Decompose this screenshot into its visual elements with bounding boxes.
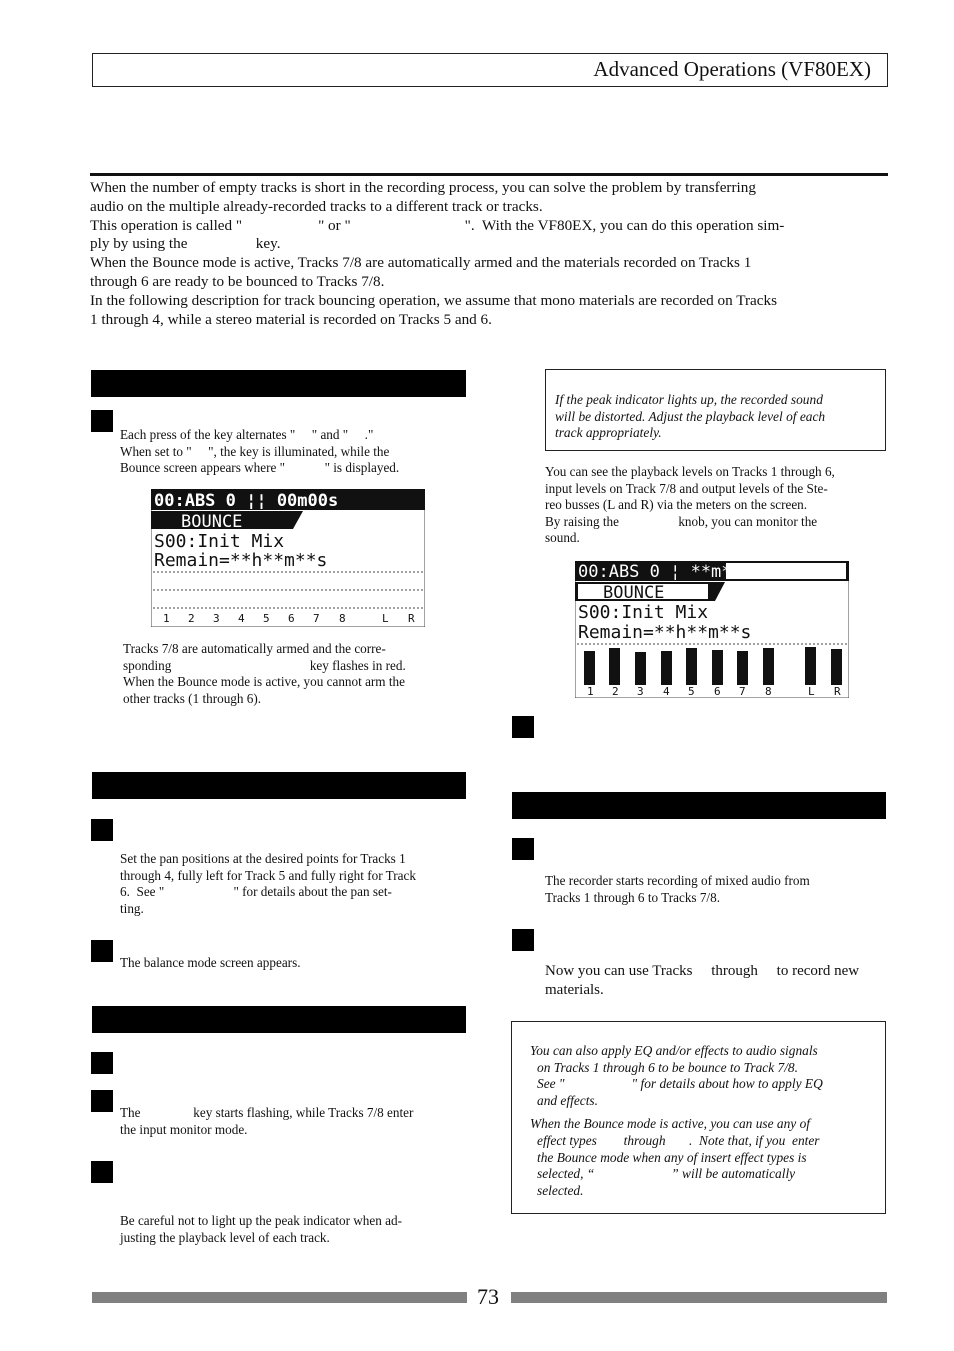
- pan-line: ting.: [120, 900, 144, 916]
- lcd1-track-label: 8: [339, 612, 346, 625]
- lcd1-track-label: R: [408, 612, 415, 625]
- armed-line: Tracks 7/8 are automatically armed and the corre-: [123, 641, 386, 656]
- lcd2-track-label: 4: [663, 685, 670, 698]
- step1-text: [120, 427, 466, 477]
- note-box-peak: [545, 369, 886, 451]
- lcd1-banner: BOUNCE: [181, 512, 243, 532]
- intro-line: In the following description for track bouncing operation, we assume that mono materials are recorded on Tracks: [90, 291, 778, 309]
- meter-bar: [635, 652, 646, 685]
- section-heading-bar: [512, 792, 886, 819]
- new-materials-line: Now you can use Tracks through to record new: [545, 963, 860, 979]
- intro-text: [90, 179, 887, 329]
- note2-line: the Bounce mode when any of insert effect types is: [537, 1149, 807, 1165]
- armed-line: sponding key flashes in red.: [123, 657, 406, 673]
- intro-line: audio on the multiple already-recorded tracks to a different track or tracks.: [90, 197, 543, 215]
- pan-text: [120, 851, 466, 917]
- record-step-line: The key starts flashing, while Tracks 7/8 enter: [120, 1105, 414, 1120]
- record-step-text: [120, 1105, 466, 1138]
- step-marker: [512, 716, 534, 738]
- step-marker: [512, 929, 534, 951]
- note2-line: See " " for details about how to apply EQ: [537, 1076, 823, 1092]
- lcd1-track-label: L: [382, 612, 389, 625]
- top-rule: [90, 173, 888, 176]
- step1-line: When set to " ", the key is illuminated, while the: [120, 443, 390, 459]
- step-marker: [91, 410, 113, 432]
- levels-line: sound.: [545, 530, 580, 546]
- section-heading-bar: [92, 772, 466, 799]
- lcd1-track-label: 6: [288, 612, 295, 625]
- header-title: Advanced Operations (VF80EX): [593, 57, 871, 81]
- note2-line: selected, “ ” will be automatically: [537, 1166, 796, 1182]
- careful-line: justing the playback level of each track.: [120, 1229, 330, 1245]
- balance-text: The balance mode screen appears.: [120, 955, 301, 970]
- lcd2-banner: BOUNCE: [603, 583, 665, 603]
- levels-line: input levels on Track 7/8 and output levels of the Ste-: [545, 480, 828, 496]
- start-line: Tracks 1 through 6 to Tracks 7/8.: [545, 889, 720, 905]
- intro-line: 1 through 4, while a stereo material is recorded on Tracks 5 and 6.: [90, 310, 492, 328]
- step1-line: Bounce screen appears where " " is displayed.: [120, 460, 400, 476]
- lcd1-track-label: 3: [213, 612, 220, 625]
- meter-bar: [661, 651, 672, 685]
- new-materials-line: materials.: [545, 982, 604, 998]
- meter-bar: [805, 647, 816, 685]
- intro-line: This operation is called " " or " ". With the VF80EX, you can do this operation sim-: [90, 216, 785, 234]
- intro-line: When the number of empty tracks is short in the recording process, you can solve the problem by transferring: [90, 179, 756, 196]
- section-heading-bar: [92, 1006, 466, 1033]
- lcd1-track-label: 1: [163, 612, 170, 625]
- lcd2-track-label: 1: [587, 685, 594, 698]
- levels-line: By raising the knob, you can monitor the: [545, 513, 818, 529]
- pan-line: through 4, fully left for Track 5 and fully right for Track: [120, 867, 416, 883]
- lcd1-track-label: 5: [263, 612, 270, 625]
- note2-line: When the Bounce mode is active, you can use any of: [530, 1116, 810, 1132]
- section-heading-bar: [91, 370, 466, 397]
- start-line: The recorder starts recording of mixed audio from: [545, 873, 810, 888]
- step1-line: Each press of the key alternates " " and " .": [120, 427, 374, 442]
- lcd2-track-label: 6: [714, 685, 721, 698]
- meter-bar: [686, 648, 697, 685]
- lcd1-track-label: 4: [238, 612, 245, 625]
- lcd1-line4: Remain=**h**m**s: [154, 550, 328, 571]
- lcd2-track-label: 2: [612, 685, 619, 698]
- start-text: [545, 873, 886, 906]
- step-marker: [91, 1090, 113, 1112]
- step-marker: [512, 838, 534, 860]
- page-number: 73: [477, 1284, 499, 1309]
- armed-line: other tracks (1 through 6).: [123, 690, 262, 706]
- lcd2-track-label: 7: [739, 685, 746, 698]
- intro-line: When the Bounce mode is active, Tracks 7/8 are automatically armed and the materials recorded on Tracks 1: [90, 254, 752, 272]
- step-marker: [91, 1161, 113, 1183]
- pan-line: 6. See " " for details about the pan set-: [120, 884, 392, 900]
- note2-line: and effects.: [537, 1092, 598, 1108]
- lcd1-track-label: 2: [188, 612, 195, 625]
- meter-bar: [763, 648, 774, 685]
- careful-text: [120, 1213, 466, 1246]
- intro-line: through 6 are ready to be bounced to Tracks 7/8.: [90, 272, 385, 290]
- levels-line: reo busses (L and R) via the meters on the screen.: [545, 497, 808, 513]
- lcd2-line3: S00:Init Mix: [578, 602, 709, 623]
- note2-line: You can also apply EQ and/or effects to audio signals: [530, 1043, 818, 1058]
- bounce-lcd-screen: [151, 489, 425, 627]
- lcd2-track-label: 5: [688, 685, 695, 698]
- careful-line: Be careful not to light up the peak indicator when ad-: [120, 1213, 402, 1228]
- step-marker: [91, 1052, 113, 1074]
- step-marker: [91, 940, 113, 962]
- meter-bar: [609, 648, 620, 685]
- lcd2-track-label: 8: [765, 685, 772, 698]
- lcd2-track-label: L: [808, 685, 815, 698]
- meter-bar: [584, 651, 595, 685]
- levels-text: [545, 464, 886, 547]
- note1-line: track appropriately.: [555, 425, 662, 441]
- note-box-eq-effects: [511, 1021, 886, 1214]
- step-marker: [91, 819, 113, 841]
- intro-line: ply by using the key.: [90, 235, 281, 253]
- header-box: [92, 53, 888, 87]
- lcd1-track-label: 7: [313, 612, 320, 625]
- pan-line: Set the pan positions at the desired points for Tracks 1: [120, 851, 406, 866]
- meter-bar: [737, 651, 748, 685]
- note2-spacer: [530, 1109, 877, 1116]
- note1-line: will be distorted. Adjust the playback level of each: [555, 408, 826, 424]
- levels-line: You can see the playback levels on Tracks 1 through 6,: [545, 464, 835, 479]
- lcd2-track-label: 3: [637, 685, 644, 698]
- bounce-meter-lcd-screen: [575, 561, 849, 698]
- meter-bar: [712, 650, 723, 685]
- lcd2-line1: 00:ABS 0 ¦ **m**s: [578, 562, 752, 582]
- lcd1-line3: S00:Init Mix: [154, 531, 285, 552]
- armed-line: When the Bounce mode is active, you cannot arm the: [123, 674, 405, 690]
- note2-line: on Tracks 1 through 6 to be bounce to Track 7/8.: [537, 1059, 798, 1075]
- note2-line: selected.: [537, 1182, 584, 1198]
- note2-line: effect types through . Note that, if you enter: [537, 1132, 820, 1148]
- armed-text: [123, 641, 466, 707]
- footer-bar-left: [92, 1292, 467, 1303]
- meter-bar: [831, 649, 842, 685]
- lcd1-line1: 00:ABS 0 ¦¦ 00m00s: [154, 491, 339, 511]
- record-step-line: the input monitor mode.: [120, 1121, 248, 1137]
- lcd2-track-label: R: [834, 685, 841, 698]
- lcd2-line4: Remain=**h**m**s: [578, 622, 752, 643]
- new-materials-text: [545, 962, 886, 1000]
- note1-line: If the peak indicator lights up, the recorded sound: [555, 392, 823, 407]
- footer-bar-right: [511, 1292, 887, 1303]
